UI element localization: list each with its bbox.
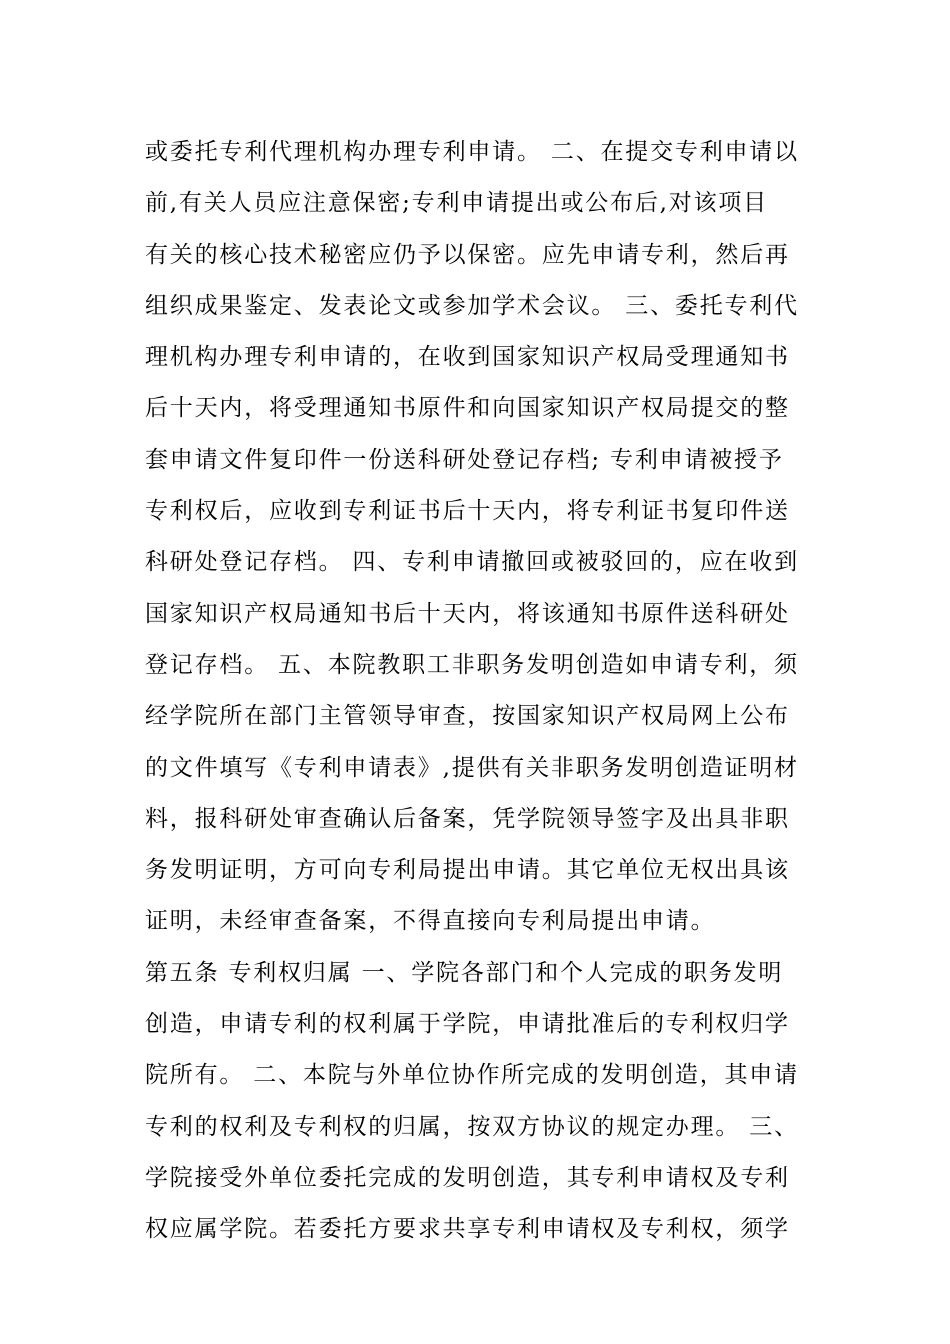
text-line: 务发明证明，方可向专利局提出申请。其它单位无权出具该 — [145, 857, 790, 884]
text-line: 有关的核心技术秘密应仍予以保密。应先申请专利，然后再 — [145, 241, 790, 268]
text-line: 专利的权利及专利权的归属，按双方协议的规定办理。 三、 — [145, 1113, 799, 1140]
text-line: 科研处登记存档。 四、专利申请撤回或被驳回的，应在收到 — [145, 549, 799, 576]
text-line: 国家知识产权局通知书后十天内，将该通知书原件送科研处 — [145, 600, 790, 627]
document-body — [145, 127, 810, 1256]
text-line: 权应属学院。若委托方要求共享专利申请权及专利权，须学 — [145, 1216, 790, 1243]
text-line: 后十天内，将受理通知书原件和向国家知识产权局提交的整 — [145, 395, 790, 422]
text-line: 前,有关人员应注意保密;专利申请提出或公布后,对该项目 — [145, 190, 768, 217]
text-line: 理机构办理专利申请的，在收到国家知识产权局受理通知书 — [145, 344, 790, 371]
text-line: 的文件填写《专利申请表》,提供有关非职务发明创造证明材 — [145, 754, 799, 781]
text-line: 组织成果鉴定、发表论文或参加学术会议。 三、委托专利代 — [145, 292, 799, 319]
text-line: 院所有。 二、本院与外单位协作所完成的发明创造，其申请 — [145, 1062, 799, 1089]
article-heading-line: 第五条 专利权归属 一、学院各部门和个人完成的职务发明 — [145, 959, 784, 986]
text-line: 专利权后，应收到专利证书后十天内，将专利证书复印件送 — [145, 498, 790, 525]
text-line: 套申请文件复印件一份送科研处登记存档; 专利申请被授予 — [145, 446, 784, 473]
text-line: 创造，申请专利的权利属于学院，申请批准后的专利权归学 — [145, 1011, 790, 1038]
text-line: 证明，未经审查备案，不得直接向专利局提出申请。 — [145, 908, 716, 935]
text-line: 学院接受外单位委托完成的发明创造，其专利申请权及专利 — [145, 1164, 790, 1191]
text-line: 经学院所在部门主管领导审查，按国家知识产权局网上公布 — [145, 703, 790, 730]
text-line: 登记存档。 五、本院教职工非职务发明创造如申请专利，须 — [145, 651, 799, 678]
text-line: 或委托专利代理机构办理专利申请。 二、在提交专利申请以 — [145, 139, 799, 165]
text-line: 料，报科研处审查确认后备案，凭学院领导签字及出具非职 — [145, 805, 790, 832]
